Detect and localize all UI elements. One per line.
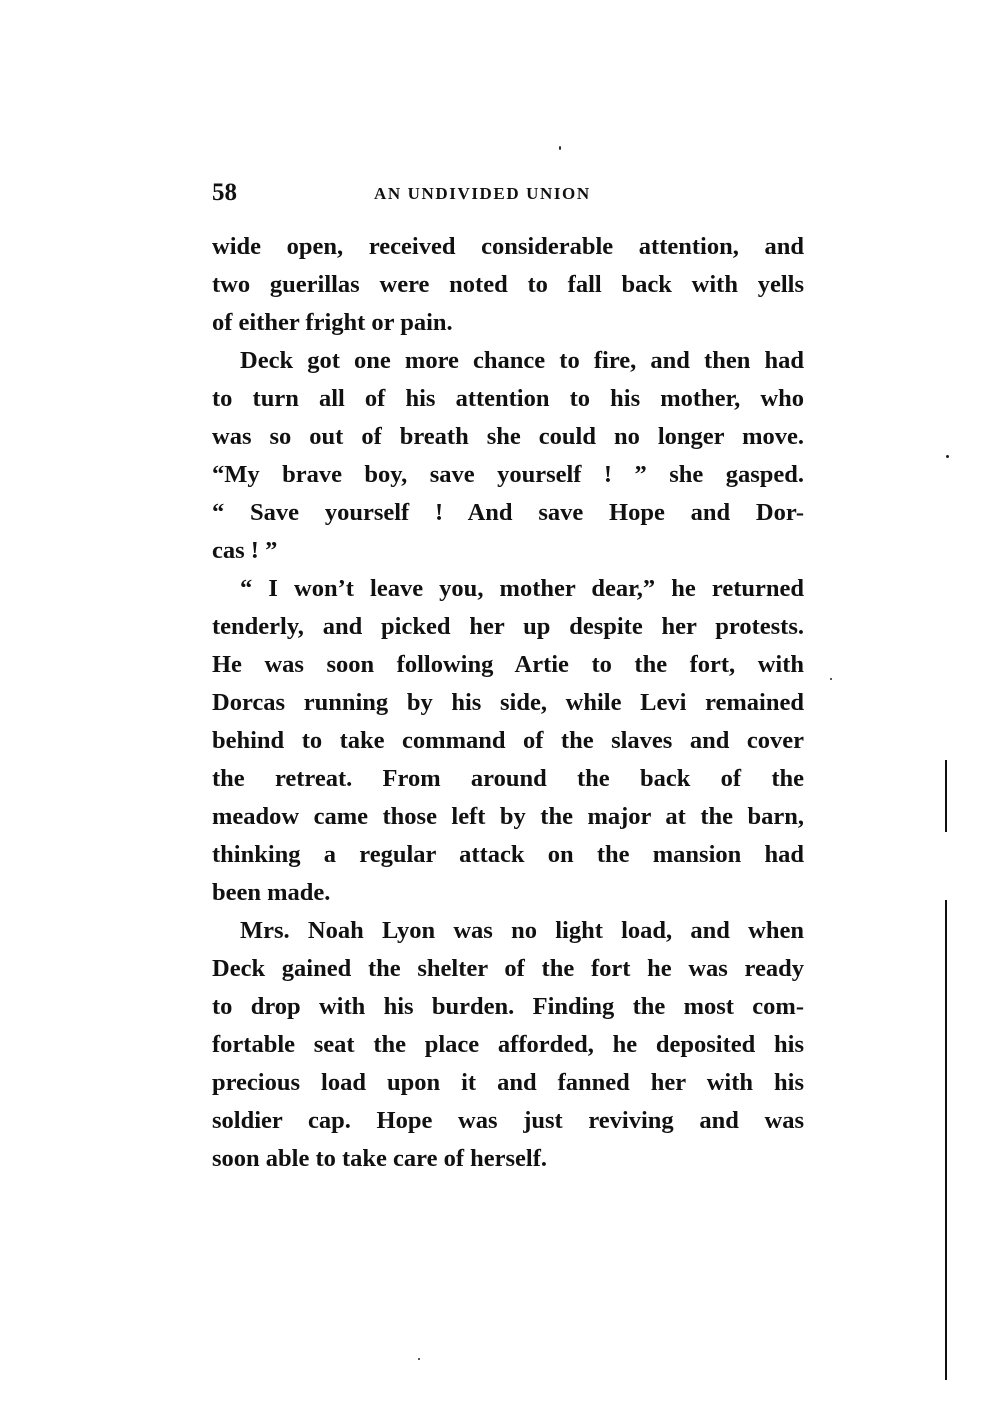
text-line: Mrs. Noah Lyon was no light load, and when	[240, 917, 804, 944]
scan-speck	[830, 678, 832, 680]
scan-speck	[946, 455, 949, 458]
text-line: to turn all of his attention to his mother, who	[212, 385, 804, 412]
text-line: soldier cap. Hope was just reviving and was	[212, 1107, 804, 1134]
scan-speck	[559, 146, 561, 150]
text-line: fortable seat the place afforded, he deposited his	[212, 1031, 804, 1058]
running-title: AN UNDIVIDED UNION	[374, 184, 591, 203]
text-line: been made.	[212, 879, 331, 906]
page-number: 58	[212, 179, 237, 206]
page-edge-rule	[945, 760, 947, 832]
paragraph-2	[212, 342, 804, 570]
text-line: behind to take command of the slaves and cover	[212, 727, 804, 754]
text-line: tenderly, and picked her up despite her protests.	[212, 613, 804, 640]
text-line: Deck got one more chance to fire, and then had	[240, 347, 804, 374]
body-text	[212, 228, 804, 1178]
paragraph-1	[212, 228, 804, 342]
text-line: to drop with his burden. Finding the most com-	[212, 993, 804, 1020]
text-line: was so out of breath she could no longer move.	[212, 423, 804, 450]
text-line: of either fright or pain.	[212, 309, 453, 336]
text-line: precious load upon it and fanned her with his	[212, 1069, 804, 1096]
text-line: Dorcas running by his side, while Levi remained	[212, 689, 804, 716]
text-line: soon able to take care of herself.	[212, 1145, 547, 1172]
paragraph-4	[212, 912, 804, 1178]
text-line: “ I won’t leave you, mother dear,” he returned	[240, 575, 804, 602]
text-line: the retreat. From around the back of the	[212, 765, 804, 792]
text-line: “My brave boy, save yourself ! ” she gasped.	[212, 461, 804, 488]
text-line: cas ! ”	[212, 537, 278, 564]
paragraph-3	[212, 570, 804, 912]
scan-speck	[418, 1358, 420, 1360]
running-head	[212, 176, 804, 210]
text-line: thinking a regular attack on the mansion had	[212, 841, 804, 868]
text-line: He was soon following Artie to the fort, with	[212, 651, 804, 678]
text-line: two guerillas were noted to fall back with yells	[212, 271, 804, 298]
text-line: “ Save yourself ! And save Hope and Dor-	[212, 499, 804, 526]
text-line: Deck gained the shelter of the fort he was ready	[212, 955, 804, 982]
text-line: meadow came those left by the major at the barn,	[212, 803, 804, 830]
page-edge-rule	[945, 900, 947, 1380]
text-line: wide open, received considerable attention, and	[212, 233, 804, 260]
